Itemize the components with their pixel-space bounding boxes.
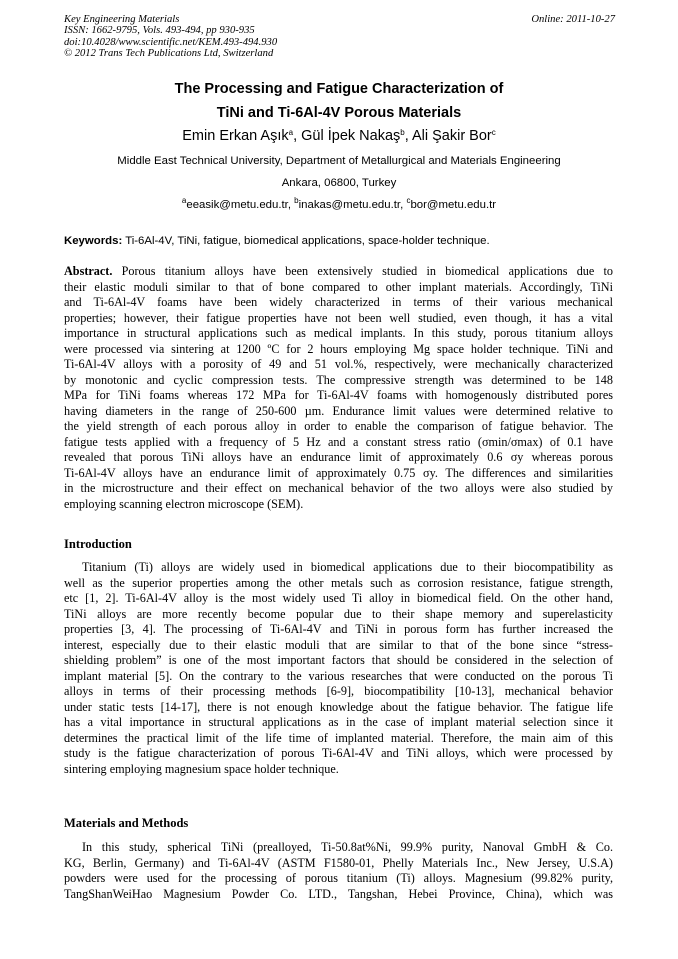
journal-copyright: © 2012 Trans Tech Publications Ltd, Switzerland <box>64 47 274 59</box>
affiliation-line-2: Ankara, 06800, Turkey <box>281 177 397 189</box>
author-1: Emin Erkan Aşık <box>182 128 289 144</box>
intro-line: TiNi alloys are more recently become popular due to their shape memory and superelasticity <box>64 606 613 621</box>
abstract-line: by monotonic and cyclic compression tests. The compressive strength was determined to be 148 <box>64 372 613 387</box>
paper-title-line-1: The Processing and Fatigue Characterization of <box>174 81 504 97</box>
journal-issn: ISSN: 1662-9795, Vols. 493-494, pp 930-935 <box>64 25 255 37</box>
journal-doi: doi:10.4028/www.scientific.net/KEM.493-494.930 <box>64 36 278 48</box>
author-3: , Ali Şakir Bor <box>404 128 492 144</box>
author-list <box>0 128 678 144</box>
author-3-sup: c <box>491 128 496 137</box>
abstract-line: the yield strength of each porous alloy in order to enable the comparison of fatigue behavior. The <box>64 419 613 433</box>
intro-line: etc [1, 2]. Ti-6Al-4V alloy is the most widely used Ti alloy in biomedical field. On the other hand, <box>64 591 613 605</box>
intro-line: implant material [5]. On the contrary to the various researches that were conducted on the porous Ti <box>64 668 613 683</box>
abstract-line: their elastic moduli similar to that of bone compared to other implant materials. Accordingly, TiNi <box>64 279 613 294</box>
intro-line: sintering employing magnesium space holder technique. <box>64 761 339 776</box>
introduction-heading: Introduction <box>64 537 132 551</box>
email-2: inakas@metu.edu.tr, <box>298 199 407 211</box>
abstract-line: revealed that porous TiNi alloys have an endurance limit of approximately 0.6 σy whereas porous <box>64 450 613 464</box>
email-1: eeasik@metu.edu.tr, <box>186 199 295 211</box>
methods-line: powders were used for the processing of porous titanium (Ti) alloys. Magnesium (99.82% purity, <box>64 871 613 885</box>
intro-line: under static tests [14-17], there is not enough knowledge about the fatigue behavior. The fatigue life <box>64 699 613 714</box>
abstract-line: importance in structural applications such as medical implants. In this study, porous titanium alloys <box>64 326 613 340</box>
abstract-line: employing scanning electron microscope (SEM). <box>64 496 304 511</box>
intro-line: determines the practical limit of the life time of implanted material. Therefore, the main aim of this <box>64 730 613 745</box>
author-emails <box>0 196 678 211</box>
abstract-label: Abstract. <box>64 264 113 278</box>
abstract-line: having diameters in the range of 250-600 µm. Endurance limit values were determined relative to <box>64 403 613 418</box>
intro-line: has a vital importance in structural applications as in the case of implant material selection since it <box>64 715 613 729</box>
email-1-sup: a <box>181 196 187 205</box>
intro-line: shielding problem” is one of the most important factors that should be considered in the selection of <box>64 653 613 667</box>
author-2: , Gül İpek Nakaş <box>293 128 401 144</box>
abstract-line: MPa for TiNi foams whereas 172 MPa for Ti-6Al-4V foams with homogenously distributed pores <box>64 388 613 402</box>
online-date: Online: 2011-10-27 <box>531 14 615 25</box>
author-2-sup: b <box>400 128 405 137</box>
intro-line: properties [3, 4]. The processing of Ti-6Al-4V and TiNi in porous form has further increased the <box>64 622 613 636</box>
intro-line: study is the fatigue characterization of porous Ti-6Al-4V and TiNi alloys, which were processed by <box>64 746 613 760</box>
email-3: bor@metu.edu.tr <box>410 199 497 211</box>
abstract-line: in the microstructure and their effect on mechanical behavior of the two alloys were also studied by <box>64 481 613 495</box>
abstract-line: properties; however, their fatigue properties have not been well studied, even though, it has a vital <box>64 310 613 325</box>
affiliation-line-1: Middle East Technical University, Department of Metallurgical and Materials Engineering <box>117 155 561 167</box>
introduction-paragraph <box>64 560 613 777</box>
intro-line: interest, especially due to their elastic moduli that are similar to that of the bone since “stress- <box>64 637 613 652</box>
abstract-line: and Ti-6Al-4V foams have been widely characterized in terms of their various mechanical <box>64 295 613 309</box>
abstract-line: were processed via sintering at 1200 ºC for 2 hours employing Mg space holder technique. TiNi and <box>64 341 613 356</box>
keywords <box>64 235 490 247</box>
journal-name: Key Engineering Materials <box>64 14 180 25</box>
intro-line: Titanium (Ti) alloys are widely used in biomedical applications due to their biocompatibility as <box>82 560 613 574</box>
journal-header <box>64 14 277 59</box>
paper-title-line-2: TiNi and Ti-6Al-4V Porous Materials <box>216 105 462 121</box>
abstract-line: fatigue tests applied with a frequency of 5 Hz and a constant stress ratio (σmin/σmax) of 0.1 have <box>64 434 613 449</box>
abstract-line: Ti-6Al-4V alloys have an endurance limit of approximately 0.75 σy. The differences and similarities <box>64 465 613 480</box>
abstract-line: Ti-6Al-4V alloys with a porosity of 49 and 51 vol.%, respectively, were mechanically characterized <box>64 357 613 371</box>
author-1-sup: a <box>288 128 294 137</box>
abstract-line: Abstract. Porous titanium alloys have been extensively studied in biomedical applications due to <box>64 264 613 278</box>
methods-heading: Materials and Methods <box>64 816 189 830</box>
intro-line: alloys in terms of their processing methods [6-9], biocompatibility [10-13], mechanical behavior <box>64 684 613 698</box>
keywords-label: Keywords: <box>64 235 123 247</box>
abstract-paragraph <box>64 264 613 512</box>
methods-line: KG, Berlin, Germany) and Ti-6Al-4V (ASTM F1580-01, Phelly Materials Inc., New Jersey, U.S.A) <box>64 855 613 870</box>
methods-line: In this study, spherical TiNi (prealloyed, Ti-50.8at%Ni, 99.9% purity, Nanoval GmbH & Co. <box>82 840 613 854</box>
email-2-sup: b <box>294 196 299 205</box>
keywords-text: Ti-6Al-4V, TiNi, fatigue, biomedical applications, space-holder technique. <box>122 235 490 247</box>
email-3-sup: c <box>406 196 411 205</box>
methods-line: TangShanWeiHao Magnesium Powder Co. LTD., Tangshan, Hebei Province, China), which was <box>64 886 613 901</box>
intro-line: well as the superior properties among the other metals such as corrosion resistance, fatigue strength, <box>64 575 613 590</box>
methods-paragraph <box>64 840 613 902</box>
